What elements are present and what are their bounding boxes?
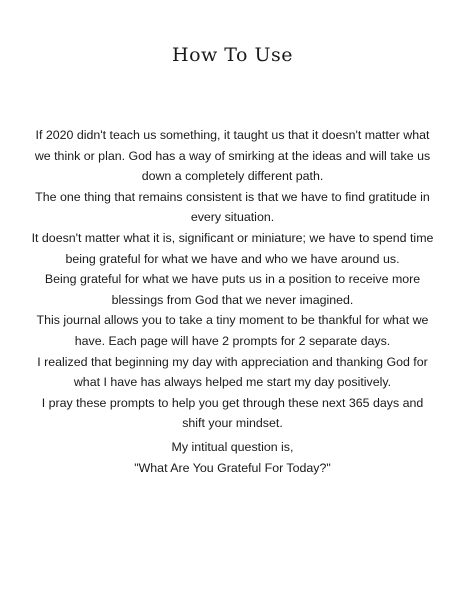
closing-section xyxy=(30,437,435,478)
paragraph-prompts: I pray these prompts to help you get through these next 365 days and shift your mindset. xyxy=(41,395,424,431)
body-text xyxy=(30,125,435,434)
paragraph-2020: If 2020 didn't teach us something, it taught us that it doesn't matter what we think or plan. God has a way of smirking at the ideas and will take us down a completely different path. xyxy=(34,128,431,184)
paragraph-significant: It doesn't matter what it is, significant or miniature; we have to spend time being grateful for what we have and who we have around us. xyxy=(31,230,434,266)
paragraph-gratitude: The one thing that remains consistent is that we have to find gratitude in every situation. xyxy=(35,189,430,225)
closing-intro: My intitual question is, xyxy=(171,440,294,454)
closing-question: "What Are You Grateful For Today?" xyxy=(134,460,331,475)
paragraph-journal: This journal allows you to take a tiny moment to be thankful for what we have. Each page will have 2 prompts for 2 separate days. xyxy=(36,313,429,348)
paragraph-appreciation: I realized that beginning my day with appreciation and thanking God for what I have has always helped me start my day positively. xyxy=(37,354,428,390)
paragraph-blessings: Being grateful for what we have puts us in a position to receive more blessings from God that we never imagined. xyxy=(44,272,421,307)
page-title: How To Use xyxy=(172,44,293,66)
